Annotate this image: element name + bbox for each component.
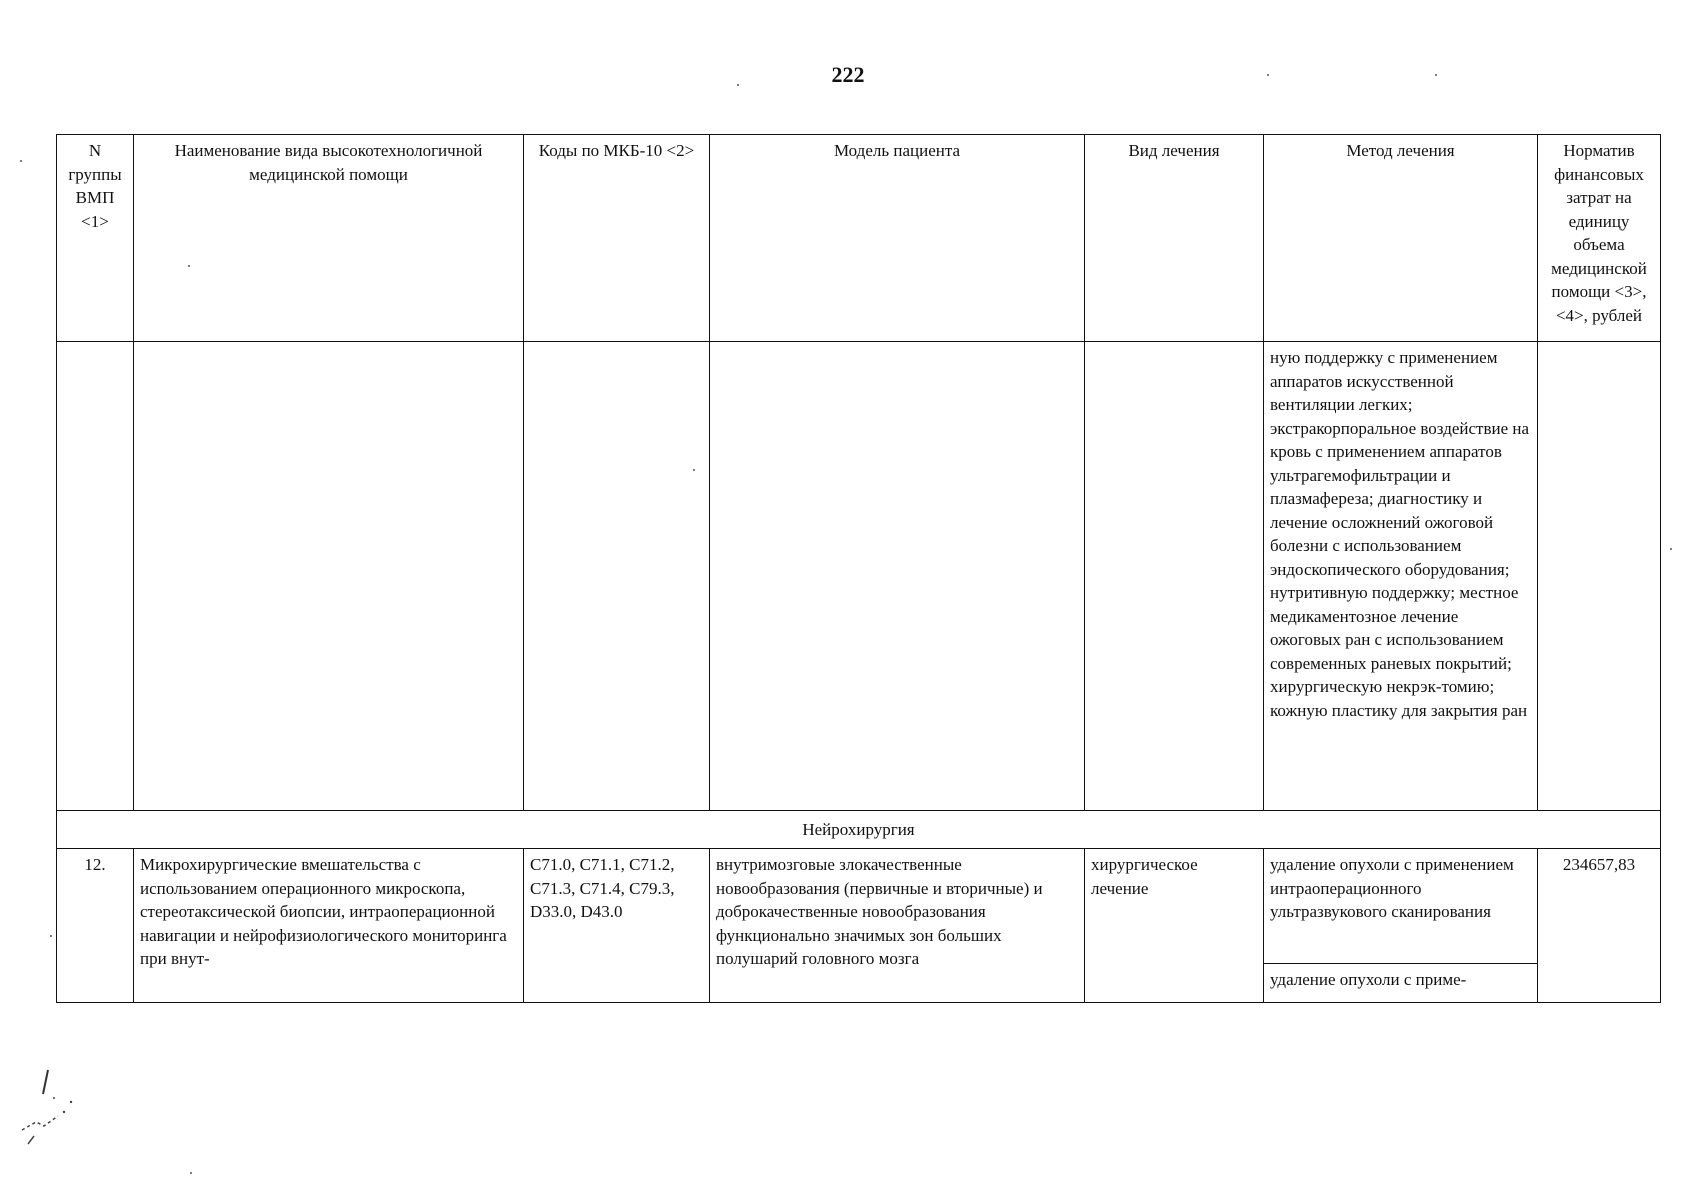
header-care-type-name: Наименование вида высокотехнологичной медицинской помощи [134,135,524,342]
cell-care-type-name: Микрохирургические вмешательства с использованием операционного микроскопа, стереотаксической биопсии, интраоперационной навигации и нейрофизиологического мониторинга при внут- [134,849,524,1003]
section-title: Нейрохирургия [57,811,1661,849]
scan-speck [693,469,695,471]
table-row-12 [57,849,1661,1003]
cell-method-continuation: ную поддержку с применением аппаратов искусственной вентиляции легких; экстракорпоральное воздействие на кровь с применением аппаратов ультрагемофильтрации и плазмафереза; диагностику и лечение осложнений ожоговой болезни с использованием эндоскопического оборудования; нутритивную поддержку; местное медикаментозное лечение ожоговых ран с использованием современных раневых покрытий; хирургическую некрэк-томию; кожную пластику для закрытия ран [1264,342,1538,811]
cell-empty [710,342,1085,811]
cell-empty [134,342,524,811]
table-header-row [57,135,1661,342]
cell-cost-norm: 234657,83 [1538,849,1661,1003]
cell-empty [1538,342,1661,811]
section-row [57,811,1661,849]
header-treatment-method: Метод лечения [1264,135,1538,342]
cell-treatment-method [1264,849,1538,1003]
header-patient-model: Модель пациента [710,135,1085,342]
cell-group-number: 12. [57,849,134,1003]
header-treatment-type: Вид лечения [1085,135,1264,342]
scan-speck [737,84,739,86]
method-option-2: удаление опухоли с приме- [1264,963,1537,1002]
scan-speck [188,265,190,267]
header-group-number: N группы ВМП <1> [57,135,134,342]
header-cost-norm: Норматив финансовых затрат на единицу объема медицинской помощи <3>, <4>, рублей [1538,135,1661,342]
vmp-table [56,134,1661,1003]
pen-scribble-mark [14,1064,84,1154]
table-row-continuation [57,342,1661,811]
cell-empty [524,342,710,811]
cell-empty [1085,342,1264,811]
scan-speck [1267,74,1269,76]
scan-speck [1670,548,1672,550]
page-number: 222 [831,62,865,87]
method-option-1: удаление опухоли с применением интраоперационного ультразвукового сканирования [1270,855,1514,921]
cell-patient-model: внутримозговые злокачественные новообразования (первичные и вторичные) и доброкачественные новообразования функционально значимых зон больших полушарий головного мозга [710,849,1085,1003]
scan-speck [20,160,22,162]
header-icd10-codes: Коды по МКБ-10 <2> [524,135,710,342]
scan-speck [190,1172,192,1174]
scan-speck [1435,74,1437,76]
cell-treatment-type: хирургическое лечение [1085,849,1264,1003]
cell-icd10-codes: C71.0, C71.1, C71.2, C71.3, C71.4, C79.3, D33.0, D43.0 [524,849,710,1003]
scan-speck [50,935,52,937]
cell-empty [57,342,134,811]
